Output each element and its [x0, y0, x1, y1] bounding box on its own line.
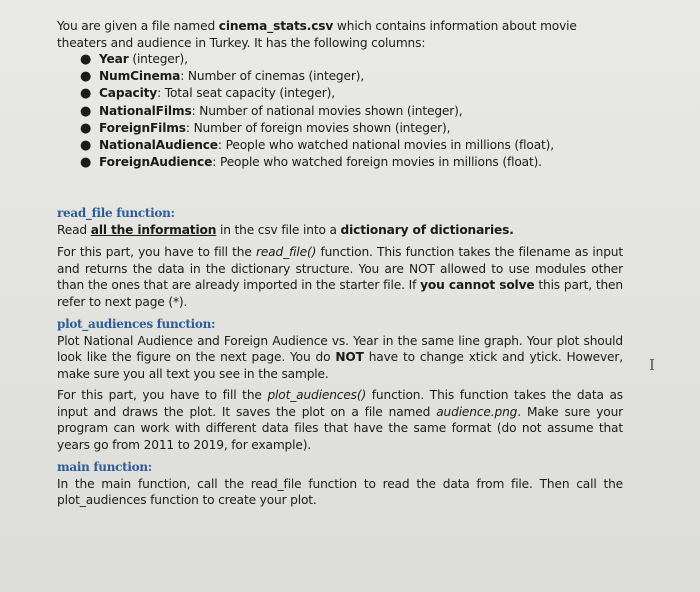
main-function-heading: main function: [57, 460, 152, 475]
column-item-capacity [77, 85, 623, 102]
read-file-line [57, 222, 623, 239]
text-span: . Make sure your program can work with different data files that have the same format (do not assume that years go from 2011 to 2019, for example). [57, 404, 624, 452]
text-span: function. This function takes the filename as input and returns the data in the dictionary structure. You are NOT allowed to use modules other than the ones that are already imported in the starter file. If [57, 245, 623, 293]
text-cursor-icon: I [649, 356, 655, 374]
intro-filename: cinema_stats.csv [218, 19, 334, 33]
plot-audiences-paragraph-2 [57, 387, 623, 453]
main-function-paragraph: In the main function, call the read_file function to read the data from file. Then call the plot_audiences function to create your plot. [57, 476, 623, 508]
column-desc: : Total seat capacity (integer), [157, 86, 335, 101]
column-desc: (integer), [128, 52, 188, 66]
bullet-icon: ● [80, 52, 92, 67]
column-name: NationalAudience [99, 138, 218, 153]
plot-audiences-heading: plot_audiences function: [57, 317, 216, 332]
text-span: this part, then refer to next page (*). [57, 278, 623, 309]
bullet-icon: ● [80, 120, 92, 136]
column-name: NationalFilms [99, 103, 192, 118]
text-span: have to change xtick and ytick. However, make sure you all text you see in the sample. [57, 350, 623, 381]
bullet-icon: ● [80, 138, 92, 154]
bullet-icon: ● [80, 155, 92, 171]
column-item-foreignfilms [77, 120, 623, 137]
intro-paragraph [57, 18, 623, 51]
columns-list [77, 51, 623, 171]
text-span: For this part, you have to fill the [57, 245, 256, 260]
column-desc: : Number of foreign movies shown (integer), [185, 120, 451, 135]
text-span: Read [57, 222, 91, 237]
column-name: ForeignAudience [99, 155, 213, 170]
text-span: For this part, you have to fill the [57, 388, 268, 403]
function-name: read_file() [255, 245, 317, 260]
bullet-icon: ● [80, 86, 92, 102]
column-desc: : People who watched foreign movies in millions (float). [212, 155, 542, 170]
bullet-icon: ● [80, 103, 92, 119]
column-item-year [77, 51, 623, 68]
intro-text-1: You are given a file named [57, 19, 219, 33]
underlined-text: all the information [90, 222, 217, 237]
assignment-document [57, 18, 623, 509]
read-file-heading: read_file function: [57, 206, 175, 221]
bold-text: dictionary of dictionaries. [340, 222, 514, 237]
text-span: in the csv file into a [216, 222, 341, 237]
bold-text: NOT [335, 350, 364, 365]
column-name: ForeignFilms [99, 120, 186, 135]
text-span: function. This function takes the data as input and draws the plot. It saves the plot on a file named [57, 388, 623, 419]
intro-text-2: which contains information about movie theaters and audience in Turkey. It has the following columns: [57, 19, 577, 50]
file-name: audience.png [436, 404, 518, 419]
column-item-nationalaudience [77, 137, 623, 154]
column-item-foreignaudience [77, 154, 623, 171]
column-name: Year [99, 52, 129, 66]
column-desc: : People who watched national movies in millions (float), [217, 138, 554, 153]
function-name: plot_audiences() [267, 388, 367, 403]
bold-text: you cannot solve [420, 278, 535, 293]
column-name: Capacity [99, 86, 158, 101]
bullet-icon: ● [80, 69, 92, 85]
column-item-nationalfilms [77, 103, 623, 120]
text-span: Plot National Audience and Foreign Audience vs. Year in the same line graph. Your plot should look like the figure on the next page. You do [57, 333, 623, 365]
column-desc: : Number of cinemas (integer), [180, 69, 365, 84]
plot-audiences-paragraph-1 [57, 333, 623, 383]
column-item-numcinema [77, 68, 623, 85]
column-name: NumCinema [99, 69, 181, 84]
read-file-paragraph [57, 244, 623, 310]
column-desc: : Number of national movies shown (integer), [191, 103, 463, 118]
